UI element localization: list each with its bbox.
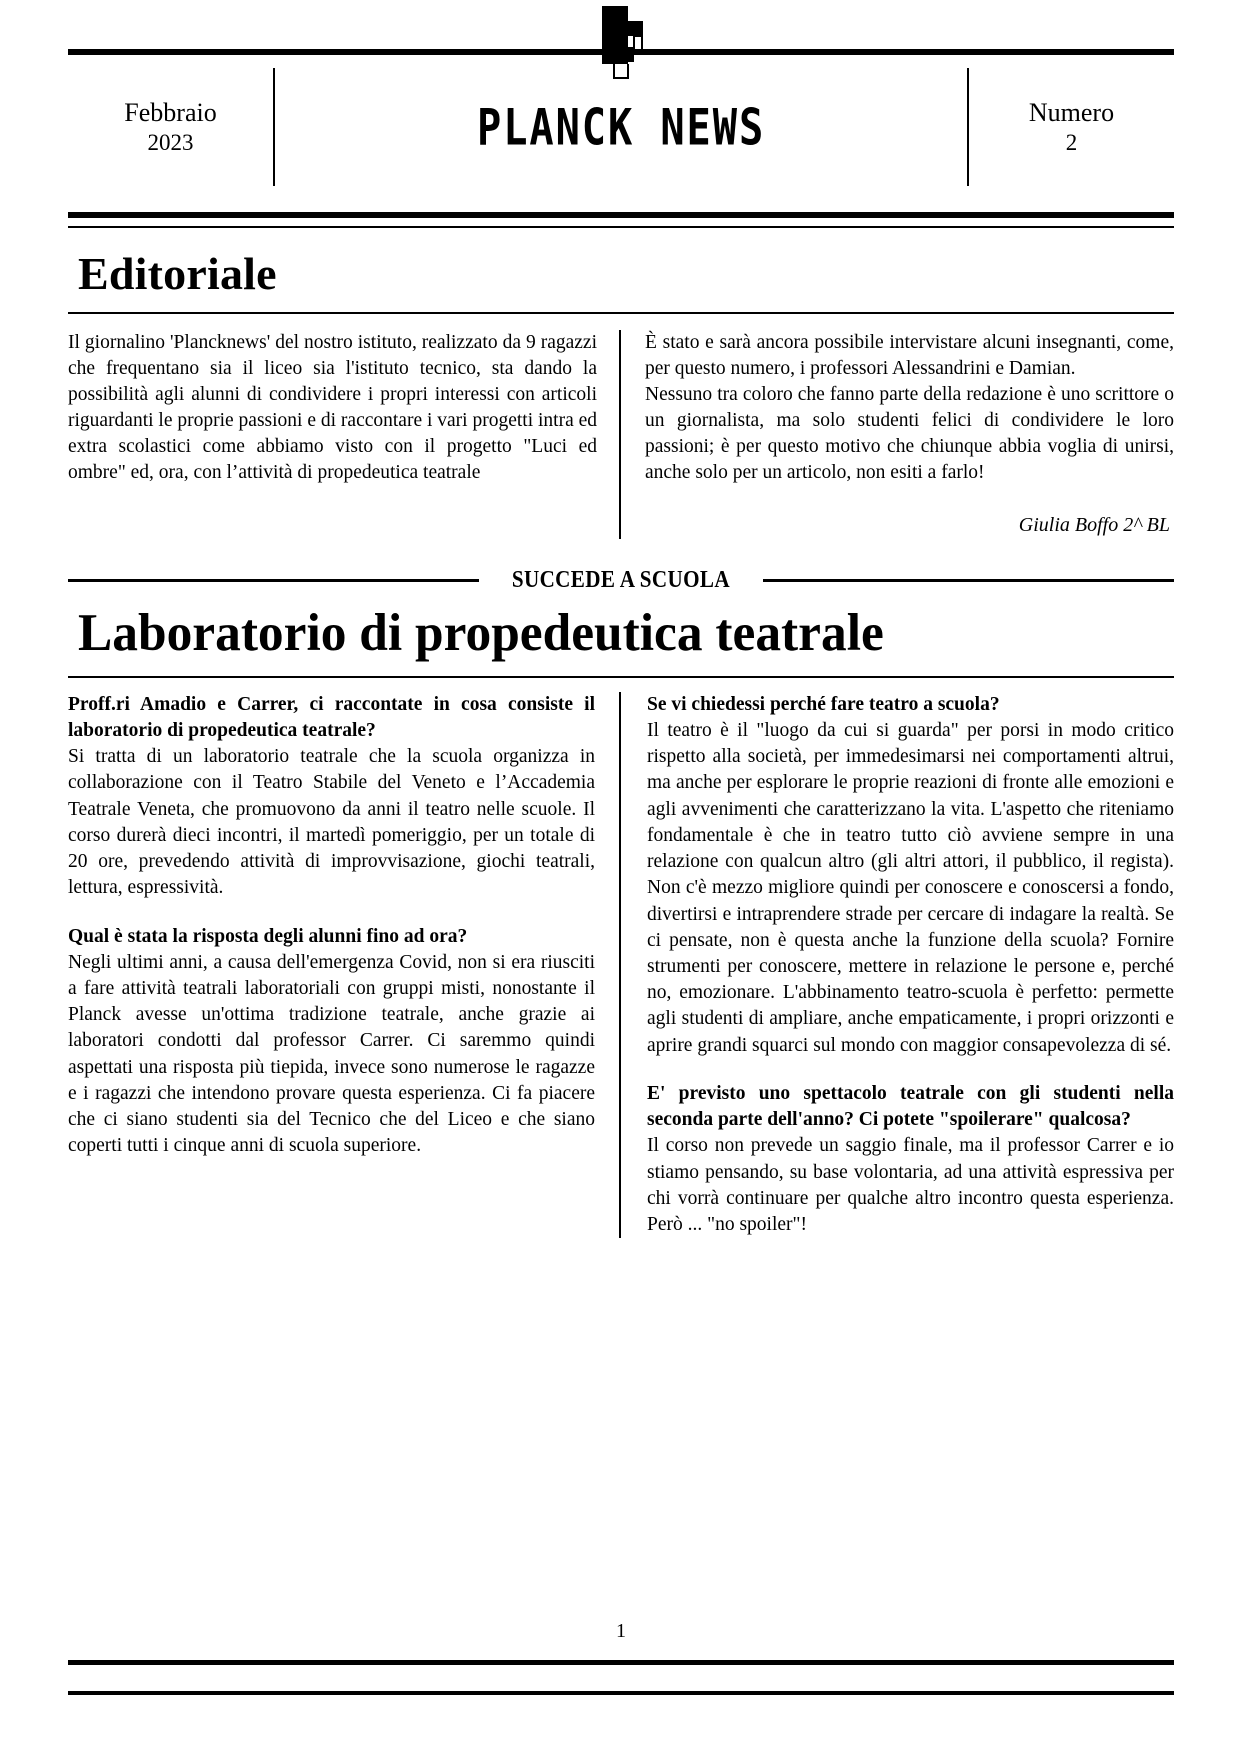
- article-question-2: Qual è stata la risposta degli alunni fino ad ora?: [68, 925, 468, 947]
- article-answer-3: Il teatro è il "luogo da cui si guarda" per porsi in modo critico rispetto alla società, per immedesimarsi nei comportamenti altrui, ma anche per esplorare le proprie reazioni di fronte alle emozioni e agli avvenimenti che caratterizzano la vita. L'aspetto che riteniamo fondamentale è che in teatro tutto ciò avviene sempre in una relazione con qualcun altro (gli altri attori, il pubblico, il regista). Non c'è mezzo migliore quindi per conoscere e conoscersi a fondo, divertirsi e intraprendere strade per cercare di indagare la realtà. Se ci pensate, non è questa anche la funzione della scuola? Fornire strumenti per conoscere, mettere in relazione le persone e, perché no, emozionare. L'abbinamento teatro-scuola è perfetto: permette agli studenti di ampliare, anche empaticamente, i propri orizzonti e aprire grandi squarci sul mondo con maggior consapevolezza di sé.: [647, 720, 1174, 1056]
- issue-date: [68, 68, 275, 186]
- article-columns: [68, 692, 1174, 1238]
- editorial-right-text-1: È stato e sarà ancora possibile intervistare alcuni insegnanti, come, per questo numero, i professori Alessandrini e Damian.: [645, 332, 1174, 380]
- article-answer-1: Si tratta di un laboratorio teatrale che la scuola organizza in collaborazione con il Teatro Stabile del Veneto e l’Accademia Teatrale Veneta, che promuovono da anni il teatro nelle scuole. Il corso durerà dieci incontri, il martedì pomeriggio, per un totale di 20 ore, prevedendo attività di improvvisazione, giochi teatrali, lettura, espressività.: [68, 746, 595, 899]
- article-column-left: [68, 692, 619, 1238]
- masthead: [68, 0, 1174, 228]
- editorial-column-right: [619, 330, 1174, 539]
- editorial-column-left: [68, 330, 619, 539]
- editorial-columns: [68, 330, 1174, 539]
- masthead-bottom-rules: [68, 212, 1174, 228]
- issue-number-value: 2: [1065, 129, 1078, 155]
- footer-rule-1: [68, 1660, 1174, 1665]
- editorial-left-text: Il giornalino 'Plancknews' del nostro istituto, realizzato da 9 ragazzi che frequentano sia il liceo sia l'istituto tecnico, sta dando la possibilità agli alunni di condividere i propri interessi con articoli riguardanti le proprie passioni e di raccontare i vari progetti intra ed extra scolastici come abbiamo visto con il progetto "Luci ed ombre" ed, ora, con l’attività di propedeutica teatrale: [68, 332, 598, 484]
- issue-number: [967, 68, 1174, 186]
- article-column-right: [619, 692, 1174, 1238]
- masthead-top-rule: [68, 46, 1174, 56]
- issue-number-label: Numero: [1028, 98, 1115, 128]
- rubric-rule-right: [763, 579, 1174, 582]
- footer-rules: [68, 1660, 1174, 1695]
- planck-flag-logo-icon: [584, 4, 658, 88]
- issue-year: 2023: [147, 129, 194, 155]
- article-answer-2: Negli ultimi anni, a causa dell'emergenza Covid, non si era riusciti a fare attività teatrali laboratoriali con gruppi misti, nonostante il Planck avesse un'ottima tradizione teatrale, anche grazie ai laboratori condotti dal professor Carrer. Ci saremmo quindi aspettati una risposta più tiepida, invece sono numerose le ragazze e i ragazzi che intendono provare questa esperienza. Ci fa piacere che ci siano studenti sia del Tecnico che del Liceo e che siano coperti tutti i cinque anni di scuola superiore.: [68, 951, 595, 1157]
- article-title: Laboratorio di propedeutica teatrale: [78, 604, 884, 663]
- editorial-underline: [68, 312, 1174, 314]
- rule-thin: [68, 226, 1174, 228]
- page-number: 1: [616, 1620, 626, 1642]
- issue-month: Febbraio: [124, 98, 217, 128]
- rule-thick: [68, 212, 1174, 218]
- article-question-3: Se vi chiedessi perché fare teatro a scuola?: [647, 693, 1000, 715]
- paper-name: PLANCK NEWS: [476, 98, 766, 156]
- paragraph-gap: [647, 1059, 1174, 1081]
- footer-rule-2: [68, 1691, 1174, 1695]
- rubric-bar: [68, 567, 1174, 594]
- article-underline: [68, 676, 1174, 678]
- rubric-rule-left: [68, 579, 479, 582]
- rubric-label: SUCCEDE A SCUOLA: [511, 567, 731, 594]
- editorial-heading: Editoriale: [78, 248, 277, 299]
- article-question-1: Proff.ri Amadio e Carrer, ci raccontate in cosa consiste il laboratorio di propedeutica teatrale?: [68, 693, 595, 742]
- article-answer-4: Il corso non prevede un saggio finale, ma il professor Carrer e io stiamo pensando, su base volontaria, ad una attività espressiva per chi vorrà continuare per qualche altro incontro questa esperienza. Però ... "no spoiler"!: [647, 1135, 1174, 1235]
- editorial-right-text-2: Nessuno tra coloro che fanno parte della redazione è uno scrittore o un giornalista, ma solo studenti felici di condividere le loro passioni; è per questo motivo che chiunque abbia voglia di unirsi, anche solo per un articolo, non esiti a farlo!: [645, 384, 1174, 484]
- article-question-4: E' previsto uno spettacolo teatrale con gli studenti nella seconda parte dell'anno? Ci potete "spoilerare" qualcosa?: [647, 1082, 1174, 1131]
- editorial-signature: Giulia Boffo 2^ BL: [1018, 514, 1170, 537]
- paragraph-gap: [68, 902, 595, 924]
